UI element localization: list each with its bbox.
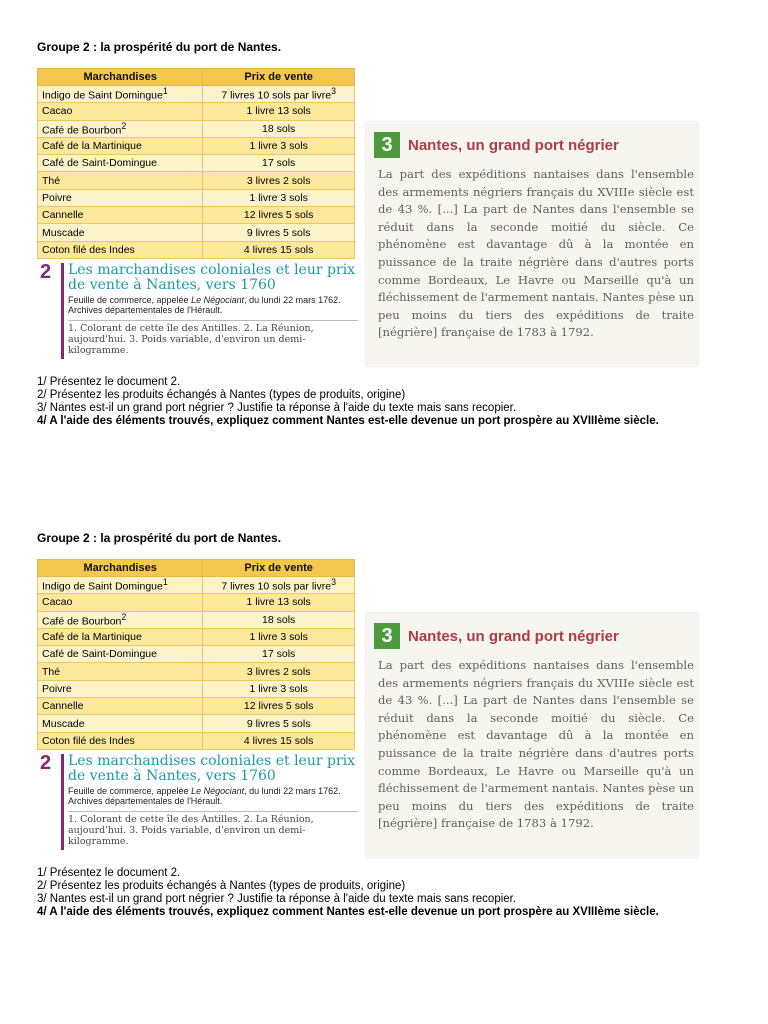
item-cell: Café de la Martinique — [38, 137, 203, 154]
worksheet-copy-2 — [0, 491, 768, 981]
table-row — [38, 207, 355, 224]
table-row — [38, 680, 355, 697]
item-cell: Café de Saint-Domingue — [38, 155, 203, 172]
item-cell: Cacao — [38, 103, 203, 120]
table-row — [38, 594, 355, 611]
document-3-excerpt — [366, 613, 698, 857]
question-2: 2/ Présentez les produits échangés à Nantes (types de produits, origine) — [37, 880, 406, 892]
table-row — [38, 577, 355, 594]
table-header-row — [38, 69, 355, 86]
item-cell: Cacao — [38, 594, 203, 611]
document-3-excerpt — [366, 122, 698, 366]
price-cell: 9 livres 5 sols — [203, 224, 355, 241]
header-merchandise: Marchandises — [38, 560, 203, 577]
price-cell: 17 sols — [203, 646, 355, 663]
price-cell: 18 sols — [203, 611, 355, 628]
table-row — [38, 715, 355, 732]
price-cell: 1 livre 3 sols — [203, 628, 355, 645]
item-cell: Café de Bourbon$^2$ — [38, 611, 203, 628]
group-title: Groupe 2 : la prospérité du port de Nantes. — [37, 40, 282, 54]
price-cell: 9 livres 5 sols — [203, 715, 355, 732]
item-cell: Thé — [38, 663, 203, 680]
document-2-source: Feuille de commerce, appelée Le Négociant, du lundi 22 mars 1762. Archives départementales de l'Hérault. — [68, 786, 341, 806]
question-4: 4/ A l'aide des éléments trouvés, expliquez comment Nantes est-elle devenue un port prospère au XVIIIème siècle. — [37, 415, 659, 427]
item-cell: Indigo de Saint Domingue$^1$ — [38, 577, 203, 594]
item-cell: Cannelle — [38, 698, 203, 715]
caption-accent-bar — [61, 754, 64, 850]
document-3-header — [374, 623, 619, 649]
table-row — [38, 698, 355, 715]
price-cell: 1 livre 3 sols — [203, 189, 355, 206]
table-row — [38, 732, 355, 749]
table-row — [38, 189, 355, 206]
table-row — [38, 628, 355, 645]
caption-text — [68, 754, 358, 847]
question-1: 1/ Présentez le document 2. — [37, 867, 181, 879]
document-3-body: La part des expéditions nantaises dans l'ensemble des armements négriers français du XVIIIe siècle est de 43 %. [...] La part de Nantes dans l'ensemble se réduit dans la seconde moitié du siècle. Ce phénomène est davantage dû à la montée en puissance de la traite négrière dans d'autres ports comme Bordeaux, Le Havre ou Marseille qu'à un fléchissement de l'armement nantais. Nantes pèse un peu moins du tiers des expéditions de traite [négrière] française de 1783 à 1792. — [378, 658, 694, 831]
caption-text — [68, 263, 358, 356]
document-3-title: Nantes, un grand port négrier — [408, 136, 619, 154]
caption-accent-bar — [61, 263, 64, 359]
table-row — [38, 172, 355, 189]
table-row — [38, 241, 355, 258]
question-4: 4/ A l'aide des éléments trouvés, expliquez comment Nantes est-elle devenue un port prospère au XVIIIème siècle. — [37, 906, 659, 918]
price-cell: 1 livre 3 sols — [203, 680, 355, 697]
price-cell: 4 livres 15 sols — [203, 241, 355, 258]
price-cell: 7 livres 10 sols par livre$^3$ — [203, 86, 355, 103]
document-3-title: Nantes, un grand port négrier — [408, 627, 619, 645]
price-cell: 1 livre 3 sols — [203, 137, 355, 154]
document-2-number: 2 — [40, 261, 52, 283]
price-cell: 12 livres 5 sols — [203, 698, 355, 715]
group-title: Groupe 2 : la prospérité du port de Nantes. — [37, 531, 282, 545]
question-3: 3/ Nantes est-il un grand port négrier ? Justifie ta réponse à l'aide du texte mais sans recopier. — [37, 402, 517, 414]
price-cell: 1 livre 13 sols — [203, 594, 355, 611]
item-cell: Muscade — [38, 224, 203, 241]
document-3-body: La part des expéditions nantaises dans l'ensemble des armements négriers français du XVIIIe siècle est de 43 %. [...] La part de Nantes dans l'ensemble se réduit dans la seconde moitié du siècle. Ce phénomène est davantage dû à la montée en puissance de la traite négrière dans d'autres ports comme Bordeaux, Le Havre ou Marseille qu'à un fléchissement de l'armement nantais. Nantes pèse un peu moins du tiers des expéditions de traite [négrière] française de 1783 à 1792. — [378, 167, 694, 340]
document-3-number-badge: 3 — [374, 623, 400, 649]
price-cell: 3 livres 2 sols — [203, 172, 355, 189]
question-3: 3/ Nantes est-il un grand port négrier ? Justifie ta réponse à l'aide du texte mais sans recopier. — [37, 893, 517, 905]
price-cell: 18 sols — [203, 120, 355, 137]
item-cell: Indigo de Saint Domingue$^1$ — [38, 86, 203, 103]
item-cell: Café de la Martinique — [38, 628, 203, 645]
document-2-heading: Les marchandises coloniales et leur prix de vente à Nantes, vers 1760 — [68, 262, 356, 293]
item-cell: Poivre — [38, 680, 203, 697]
item-cell: Coton filé des Indes — [38, 241, 203, 258]
price-cell: 12 livres 5 sols — [203, 207, 355, 224]
document-2-source: Feuille de commerce, appelée Le Négociant, du lundi 22 mars 1762. Archives départementales de l'Hérault. — [68, 295, 341, 315]
price-table — [37, 559, 355, 750]
table-row — [38, 663, 355, 680]
table-row — [38, 611, 355, 628]
price-cell: 3 livres 2 sols — [203, 663, 355, 680]
questions — [37, 376, 737, 428]
document-3-number-badge: 3 — [374, 132, 400, 158]
item-cell: Cannelle — [38, 207, 203, 224]
item-cell: Poivre — [38, 189, 203, 206]
worksheet-copy-1 — [0, 0, 768, 490]
document-3-header — [374, 132, 619, 158]
item-cell: Café de Bourbon$^2$ — [38, 120, 203, 137]
question-1: 1/ Présentez le document 2. — [37, 376, 181, 388]
table-row — [38, 646, 355, 663]
item-cell: Coton filé des Indes — [38, 732, 203, 749]
document-2-notes: 1. Colorant de cette île des Antilles. 2. La Réunion, aujourd'hui. 3. Poids variable, d'environ un demi-kilogramme. — [68, 811, 358, 847]
table-row — [38, 103, 355, 120]
table-row — [38, 86, 355, 103]
header-price: Prix de vente — [203, 560, 355, 577]
table-row — [38, 155, 355, 172]
document-2-heading: Les marchandises coloniales et leur prix de vente à Nantes, vers 1760 — [68, 753, 356, 784]
price-cell: 7 livres 10 sols par livre$^3$ — [203, 577, 355, 594]
table-row — [38, 137, 355, 154]
price-cell: 17 sols — [203, 155, 355, 172]
price-table — [37, 68, 355, 259]
price-cell: 1 livre 13 sols — [203, 103, 355, 120]
item-cell: Café de Saint-Domingue — [38, 646, 203, 663]
table-header-row — [38, 560, 355, 577]
table-row — [38, 224, 355, 241]
item-cell: Thé — [38, 172, 203, 189]
questions — [37, 867, 737, 919]
price-cell: 4 livres 15 sols — [203, 732, 355, 749]
document-2-notes: 1. Colorant de cette île des Antilles. 2. La Réunion, aujourd'hui. 3. Poids variable, d'environ un demi-kilogramme. — [68, 320, 358, 356]
header-merchandise: Marchandises — [38, 69, 203, 86]
table-row — [38, 120, 355, 137]
document-2-number: 2 — [40, 752, 52, 774]
header-price: Prix de vente — [203, 69, 355, 86]
item-cell: Muscade — [38, 715, 203, 732]
question-2: 2/ Présentez les produits échangés à Nantes (types de produits, origine) — [37, 389, 406, 401]
